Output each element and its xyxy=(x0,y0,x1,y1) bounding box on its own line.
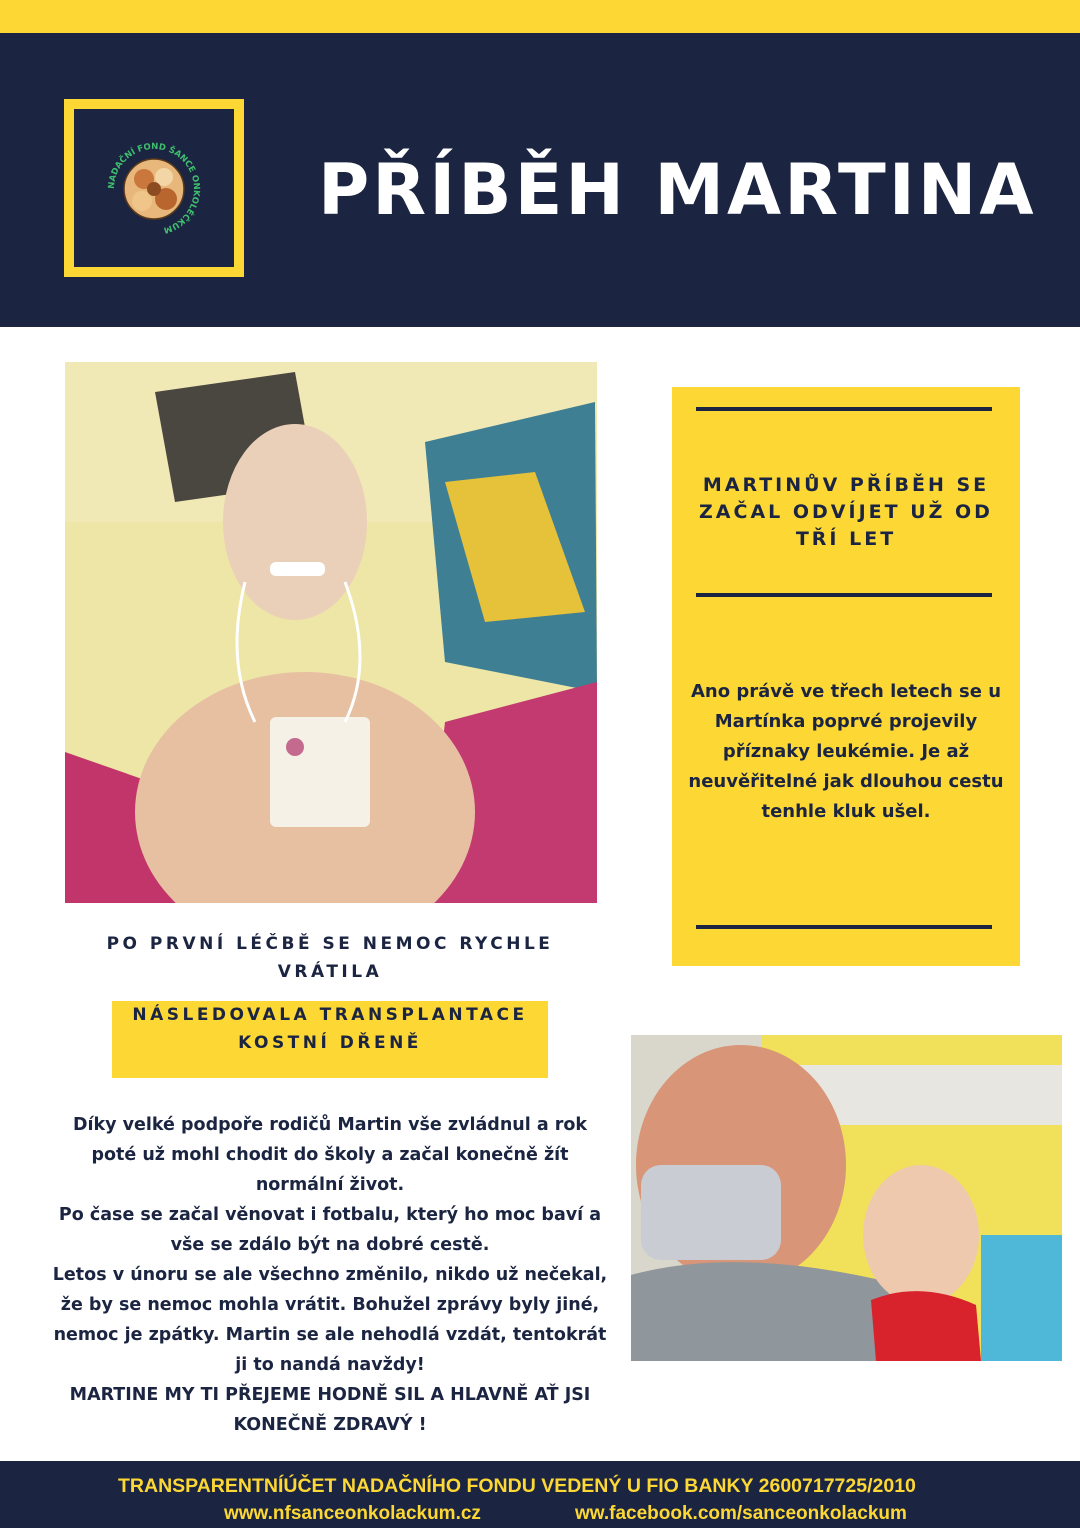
intro-card xyxy=(672,387,1020,966)
section-subtitle: PO PRVNÍ LÉČBĚ SE NEMOC RYCHLE VRÁTILA xyxy=(106,934,554,982)
top-accent-stripe xyxy=(0,0,1080,33)
page-title: PŘÍBĚH MARTINA xyxy=(318,149,1037,231)
story-text xyxy=(50,1110,610,1440)
bank-account-info: TRANSPARENTNÍÚČET NADAČNÍHO FONDU VEDENÝ U FIO BANKY 2600717725/2010 xyxy=(118,1475,916,1497)
website-link[interactable]: www.nfsanceonkolackum.cz xyxy=(224,1503,481,1524)
card-heading: MARTINŮV PŘÍBĚH SE ZAČAL ODVÍJET UŽ OD TŘÍ LET xyxy=(699,474,993,550)
card-divider-bottom xyxy=(696,925,992,929)
highlight-box xyxy=(112,1001,548,1078)
card-divider-top xyxy=(696,407,992,411)
facebook-link[interactable]: ww.facebook.com/sanceonkolackum xyxy=(575,1503,907,1524)
card-text: Ano právě ve třech letech se u Martínka poprvé projevily příznaky leukémie. Je až neuvěřitelné jak dlouhou cestu tenhle kluk ušel. xyxy=(688,681,1004,822)
highlight-text: NÁSLEDOVALA TRANSPLANTACE KOSTNÍ DŘENĚ xyxy=(132,1005,528,1053)
logo-ring-text: NADAČNÍ FOND ŠANCE ONKOLÉČKUM xyxy=(106,141,202,235)
photo-boy-in-hospital-bed xyxy=(65,362,597,903)
photo-selfie-with-father xyxy=(631,1035,1062,1361)
foundation-logo xyxy=(64,99,244,277)
story-closing-wish: MARTINE MY TI PŘEJEME HODNĚ SIL A HLAVNĚ AŤ JSI KONEČNĚ ZDRAVÝ ! xyxy=(69,1385,591,1435)
card-divider-middle xyxy=(696,593,992,597)
page-footer xyxy=(0,1461,1080,1528)
foundation-logo-icon xyxy=(106,141,202,237)
story-paragraph: Letos v únoru se ale všechno změnilo, nikdo už nečekal, že by se nemoc mohla vrátit. Bohužel zprávy byly jiné, nemoc je zpátky. Martin se ale nehodlá vzdát, tentokrát ji to nandá navždy! xyxy=(52,1265,608,1375)
story-paragraph: Po čase se začal věnovat i fotbalu, který ho moc baví a vše se zdálo být na dobré cestě. xyxy=(58,1205,602,1255)
story-paragraph: Díky velké podpoře rodičů Martin vše zvládnul a rok poté už mohl chodit do školy a začal konečně žít normální život. xyxy=(72,1115,588,1195)
